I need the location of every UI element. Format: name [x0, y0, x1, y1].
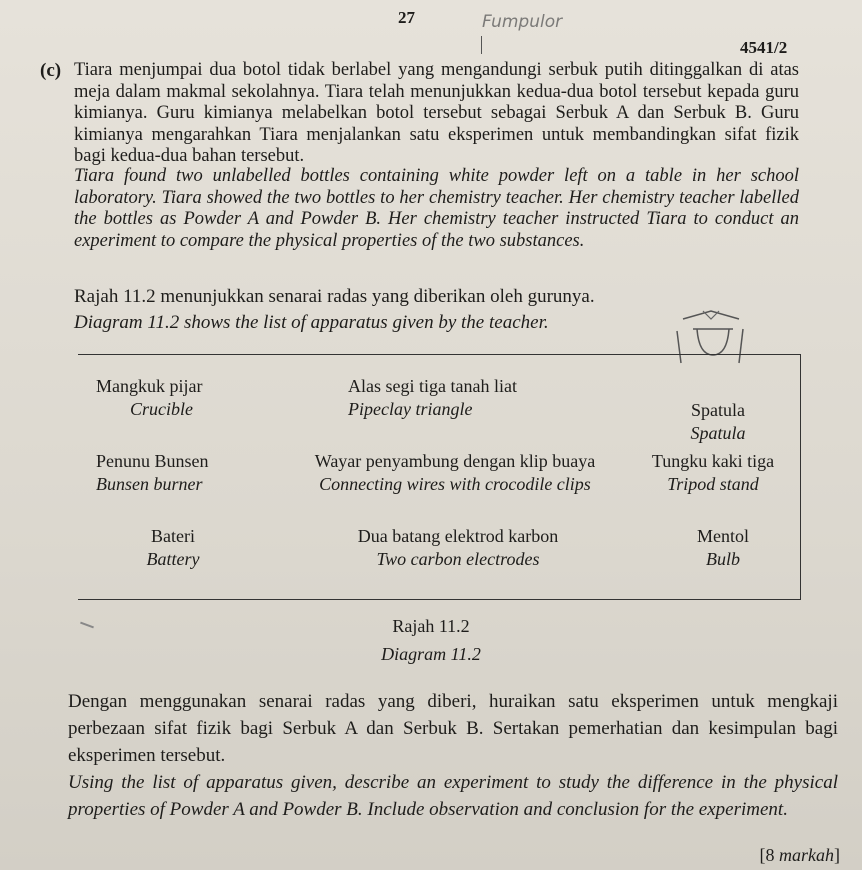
question-text-malay: Tiara menjumpai dua botol tidak berlabel yang mengandungi serbuk putih ditinggalkan di atas meja dalam makmal sekolahnya. Tiara telah menunjukkan kedua-dua botol tersebut kepada guru kimianya. Guru kimianya melabelkan botol tersebut sebagai Serbuk A dan Serbuk B. Guru kimianya mengarahkan Tiara menjalankan satu eksperimen untuk membandingkan sifat fizik bagi kedua-dua bahan tersebut. [74, 60, 799, 166]
apparatus-item: Dua batang elektrod karbon Two carbon electrodes [357, 526, 559, 569]
apparatus-item: Wayar penyambung dengan klip buaya Connecting wires with crocodile clips [314, 451, 596, 494]
question-label: (c) [40, 60, 62, 81]
apparatus-item: Tungku kaki tiga Tripod stand [651, 451, 775, 494]
apparatus-item: Spatula Spatula [690, 400, 746, 443]
apparatus-list [78, 354, 801, 600]
diagram-caption-english: Diagram 11.2 [381, 644, 481, 664]
diagram-caption-malay: Rajah 11.2 [392, 616, 470, 636]
diagram-reference-malay: Rajah 11.2 menunjukkan senarai radas yang diberikan oleh gurunya. [74, 286, 595, 307]
apparatus-item: Alas segi tiga tanah liat Pipeclay triangle [348, 376, 517, 419]
apparatus-item: Mentol Bulb [697, 526, 749, 569]
question-text-english: Tiara found two unlabelled bottles containing white powder left on a table in her school laboratory. Tiara showed the two bottles to her chemistry teacher. Her chemistry teacher labelled the bottles as Powder A and Powder B. Her chemistry teacher instructed Tiara to conduct an experiment to compare the physical properties of the two substances. [74, 166, 799, 251]
apparatus-item: Mangkuk pijar Crucible [96, 376, 203, 419]
apparatus-item: Bateri Battery [146, 526, 200, 569]
diagram-reference-english: Diagram 11.2 shows the list of apparatus given by the teacher. [74, 312, 549, 333]
task-text-english: Using the list of apparatus given, describe an experiment to study the difference in the physical properties of Powder A and Powder B. Include observation and conclusion for the experiment. [68, 772, 838, 820]
marks-allocation: [8 markah] [759, 845, 840, 865]
page-number: 27 [398, 8, 415, 27]
task-text-malay: Dengan menggunakan senarai radas yang diberi, huraikan satu eksperimen untuk mengkaji perbezaan sifat fizik bagi Serbuk A dan Serbuk B. Sertakan pemerhatian dan kesimpulan bagi eksperimen tersebut. [68, 691, 838, 766]
handwritten-note: Fumpulor [482, 12, 563, 32]
paper-code: 4541/2 [740, 38, 788, 57]
pencil-mark [481, 36, 482, 54]
apparatus-item: Penunu Bunsen Bunsen burner [96, 451, 209, 494]
